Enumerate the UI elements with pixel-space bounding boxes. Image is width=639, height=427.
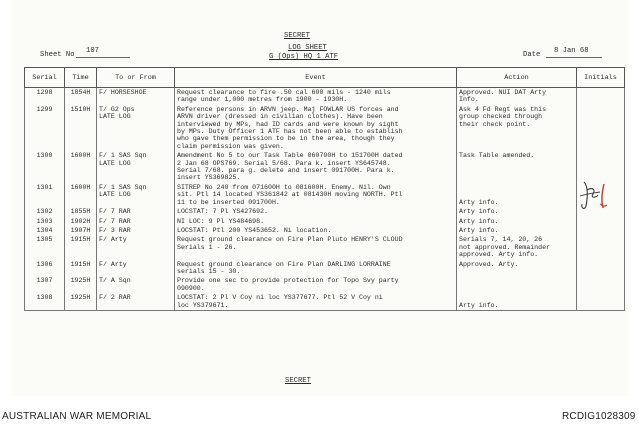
row-time: 1925H: [65, 276, 97, 293]
row-serial: 1308: [25, 293, 65, 310]
row-event: NI LOC: 9 Pl YS484698.: [175, 217, 457, 226]
row-event: LOCSTAT: 7 Pl YS427692.: [175, 207, 457, 216]
row-time: 1855H: [65, 207, 97, 216]
classification-top: SECRET: [284, 32, 310, 40]
row-action: [457, 276, 577, 293]
row-serial: 1305: [25, 235, 65, 259]
col-serial-header: Serial: [25, 68, 65, 88]
sheet-number-underline: [76, 57, 130, 58]
row-initials: [577, 260, 625, 277]
table-row: [25, 276, 625, 293]
row-action: Arty info.: [457, 217, 577, 226]
row-action: Arty info.: [457, 293, 577, 310]
date-label: Date: [523, 51, 541, 59]
row-time: 1915H: [65, 235, 97, 259]
row-action: Arty info.: [457, 183, 577, 207]
sheet-number-value: 107: [86, 47, 99, 55]
row-time: 1925H: [65, 293, 97, 310]
row-serial: 1306: [25, 260, 65, 277]
row-to-from: F/ 7 RAR: [97, 207, 175, 216]
record-id: RCDIG1028309: [562, 411, 636, 422]
row-initials: [577, 226, 625, 235]
row-serial: 1299: [25, 105, 65, 151]
row-time: 1510H: [65, 105, 97, 151]
row-event: SITREP No 240 from 071600H to 081600H. Enemy. Nil. Own sit. Ptl 14 located YS361842 at 081430H moving NORTH. Ptl 11 to be inserted 091700H.: [175, 183, 457, 207]
row-event: Provide one sec to provide protection for Topo Svy party 090900.: [175, 276, 457, 293]
col-event-header: Event: [175, 68, 457, 88]
table-row: [25, 183, 625, 207]
row-serial: 1301: [25, 183, 65, 207]
row-serial: 1302: [25, 207, 65, 216]
row-initials: [577, 276, 625, 293]
unit-heading: G (Ops) HQ 1 ATF: [269, 53, 339, 61]
table-row: [25, 226, 625, 235]
row-to-from: F/ 1 SAS Sqn LATE LOG: [97, 183, 175, 207]
row-action: Approved. NUI DAT Arty Info.: [457, 88, 577, 105]
handwritten-initials: [574, 176, 614, 216]
row-to-from: F/ Arty: [97, 260, 175, 277]
row-event: Request ground clearance on Fire Plan DARLING LORRAINE serials 15 - 30.: [175, 260, 457, 277]
row-action: Arty info.: [457, 226, 577, 235]
row-event: Request clearance to fire .50 cal 600 mils - 1240 mils range under 1,000 metres from 1900 - 1930H.: [175, 88, 457, 105]
row-serial: 1303: [25, 217, 65, 226]
row-initials: [577, 293, 625, 310]
sheet-number-label: Sheet No: [40, 51, 75, 59]
row-action: Task Table amended.: [457, 151, 577, 183]
row-time: 1907H: [65, 226, 97, 235]
row-to-from: F/ 2 RAR: [97, 293, 175, 310]
institution-credit: AUSTRALIAN WAR MEMORIAL: [2, 411, 152, 422]
row-time: 1915H: [65, 260, 97, 277]
table-row: [25, 260, 625, 277]
row-event: Request ground clearance on Fire Plan Pluto HENRY'S CLOUD Serials 1 - 26.: [175, 235, 457, 259]
row-to-from: T/ A Sqn: [97, 276, 175, 293]
row-time: 1902H: [65, 217, 97, 226]
col-to-from-header: To or From: [97, 68, 175, 88]
row-serial: 1307: [25, 276, 65, 293]
row-to-from: F/ Arty: [97, 235, 175, 259]
row-event: Reference persons in ARVN jeep. Maj FOWLAR US forces and ARVN driver (dressed in civilian clothes). Have been interviewed by MPs, had ID cards and were known by sight by MPs. Duty Officer 1 ATF has not been able to establish who gave them permission to be in the area, though they claim permission was given.: [175, 105, 457, 151]
log-table-body: [25, 88, 625, 311]
row-to-from: F/ 1 SAS Sqn LATE LOG: [97, 151, 175, 183]
table-row: [25, 105, 625, 151]
row-action: Approved. Arty.: [457, 260, 577, 277]
row-event: LOCSTAT: 2 Pl V Coy ni loc YS377677. Ptl 52 V Coy ni loc YS379671.: [175, 293, 457, 310]
date-underline: [546, 57, 602, 58]
row-to-from: F/ HORSESHOE: [97, 88, 175, 105]
row-event: Amendment No 5 to our Task Table 060700H to 151700H dated 2 Jan 68 OPS769. Serial 5/68. Para k. insert YS645748. Serial 7/68. para g. delete and insert 091700H. Para k. insert YS369825.: [175, 151, 457, 183]
row-time: 1854H: [65, 88, 97, 105]
table-row: [25, 217, 625, 226]
row-action: Ask 4 Fd Regt was this group checked through their check point.: [457, 105, 577, 151]
row-initials: [577, 235, 625, 259]
row-time: 1600H: [65, 183, 97, 207]
row-time: 1600H: [65, 151, 97, 183]
row-serial: 1298: [25, 88, 65, 105]
col-action-header: Action: [457, 68, 577, 88]
row-to-from: F/ 3 RAR: [97, 226, 175, 235]
classification-bottom: SECRET: [285, 377, 311, 385]
row-action: Serials 7, 14, 20, 26 not approved. Remainder approved. Arty info.: [457, 235, 577, 259]
row-to-from: T/ G2 Ops LATE LOG: [97, 105, 175, 151]
table-row: [25, 88, 625, 105]
row-initials: [577, 105, 625, 151]
row-action: Arty info.: [457, 207, 577, 216]
row-to-from: F/ 7 RAR: [97, 217, 175, 226]
col-initials-header: Initials: [577, 68, 625, 88]
row-initials: [577, 88, 625, 105]
table-row: [25, 293, 625, 310]
log-sheet-title: LOG SHEET: [288, 44, 327, 52]
log-table: [24, 67, 625, 311]
row-initials: [577, 217, 625, 226]
col-time-header: Time: [65, 68, 97, 88]
table-row: [25, 151, 625, 183]
row-event: LOCSTAT: Ptl 200 YS453652. Ni location.: [175, 226, 457, 235]
row-serial: 1300: [25, 151, 65, 183]
date-value: 8 Jan 68: [554, 47, 589, 55]
table-header-row: [25, 68, 625, 88]
table-row: [25, 207, 625, 216]
row-serial: 1304: [25, 226, 65, 235]
table-row: [25, 235, 625, 259]
